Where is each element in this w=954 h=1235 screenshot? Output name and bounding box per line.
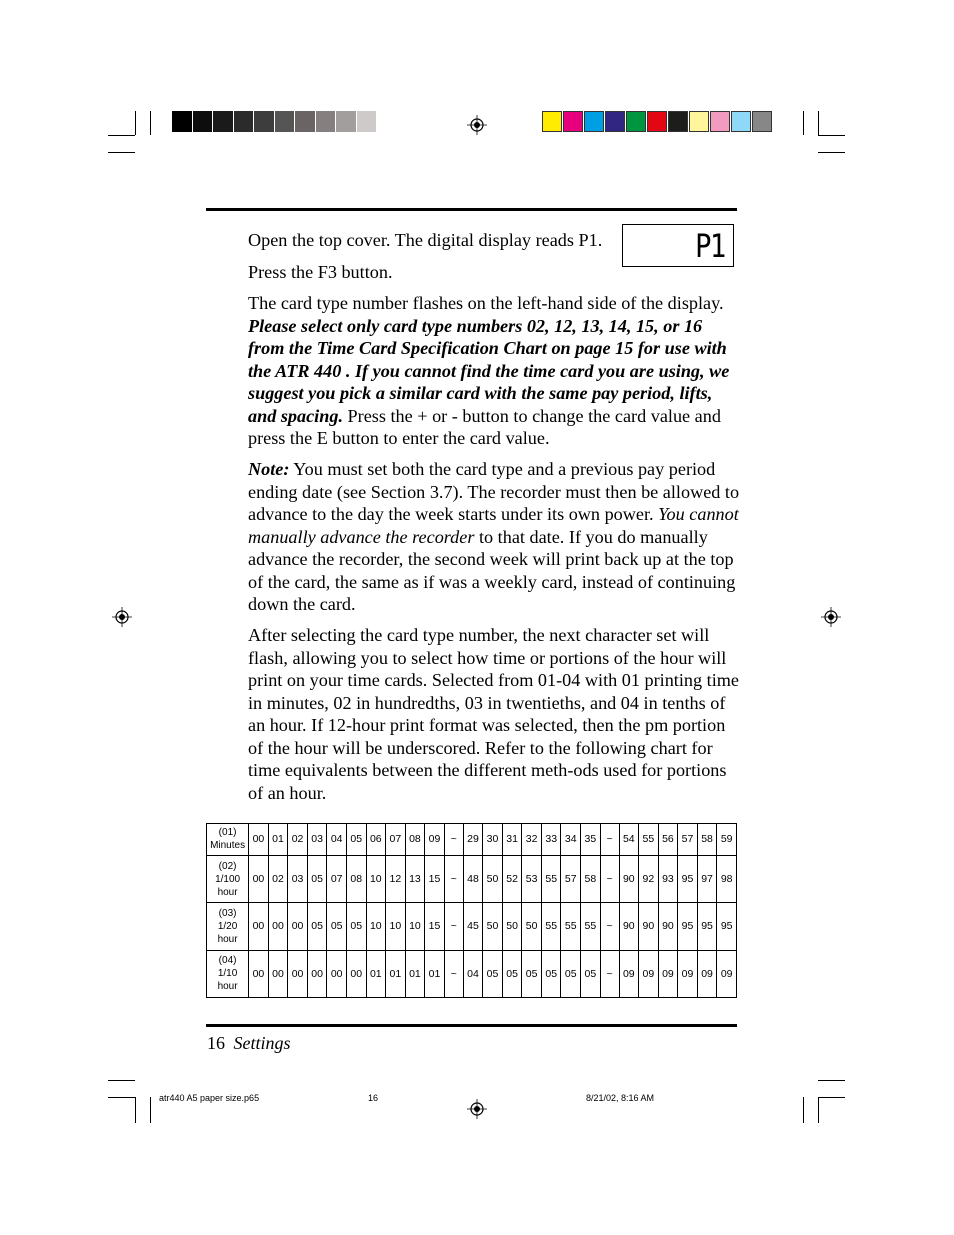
table-cell: 08 [405,824,425,856]
table-cell: 09 [697,950,717,997]
table-cell: 98 [717,855,737,902]
row-header [207,855,249,902]
row-header-line: 1/100 [215,873,241,885]
table-cell: 13 [405,855,425,902]
paragraph [248,458,740,616]
crop-mark [818,152,845,153]
table-cell: 00 [268,903,288,950]
table-cell: 04 [327,824,347,856]
crop-mark [803,111,804,135]
table-cell: 50 [483,855,503,902]
table-cell: 10 [366,903,386,950]
table-cell: 05 [502,950,522,997]
page-footer [207,1033,291,1054]
crop-mark [803,1097,804,1123]
crop-mark [818,1097,819,1123]
table-cell: 00 [249,903,269,950]
crop-mark [135,111,136,135]
color-swatch [357,111,378,132]
table-cell: 10 [405,903,425,950]
color-swatch [295,111,316,132]
table-cell: ~ [444,903,463,950]
paragraph-text: The card type number flashes on the left-hand side of the display. [248,293,724,313]
cmyk-color-bar [542,111,782,132]
table-cell: 05 [541,950,561,997]
table-row [207,855,737,902]
color-swatch [254,111,275,132]
table-cell: ~ [600,824,619,856]
color-swatch [626,111,646,132]
table-cell: 04 [463,950,483,997]
row-header-line: (04) [218,955,237,967]
table-cell: 95 [697,903,717,950]
table-cell: 10 [366,855,386,902]
paragraph-text: You must set both the card type and a previous pay period ending date (see Section 3.7). The recorder must then be allowed to advance to the day the week starts under its own power. [248,459,740,524]
table-cell: 57 [678,824,698,856]
table-cell: 58 [581,855,601,902]
crop-mark [108,1097,135,1098]
paragraph-text: to that date. If you do manually advance the recorder, the second week will print back up at the top of the card, the same as if was a weekly card, instead of continuing down the card. [248,526,736,614]
crop-mark [108,135,135,136]
table-cell: 50 [483,903,503,950]
table-cell: 00 [307,950,327,997]
table-cell: 07 [327,855,347,902]
table-cell: 09 [658,950,678,997]
row-header-line: hour [217,933,238,945]
row-header-line: (02) [218,860,237,872]
table-row [207,903,737,950]
display-readout: P1 [695,227,725,265]
paragraph-text: Open the top cover. The digital display reads P1. [248,230,603,250]
crop-mark [135,1097,136,1123]
table-cell: 90 [658,903,678,950]
color-swatch [731,111,751,132]
registration-mark-icon [821,607,841,627]
color-swatch [275,111,296,132]
table-cell: ~ [444,824,463,856]
table-cell: 02 [268,855,288,902]
crop-mark [150,111,151,135]
table-cell: 95 [678,855,698,902]
table-cell: 05 [581,950,601,997]
table-cell: 10 [386,903,406,950]
table-cell: 05 [346,824,366,856]
color-swatch [689,111,709,132]
table-cell: 09 [678,950,698,997]
table-cell: 58 [697,824,717,856]
time-equivalents-table [206,823,737,998]
table-cell: 45 [463,903,483,950]
table-cell: 06 [366,824,386,856]
table-cell: 00 [249,855,269,902]
row-header-line: hour [217,981,238,993]
slug-page: 16 [368,1093,379,1103]
table-cell: 09 [619,950,639,997]
page-number: 16 [207,1033,225,1053]
table-cell: 56 [658,824,678,856]
table-cell: 59 [717,824,737,856]
table-cell: 09 [425,824,445,856]
paragraph-text: After selecting the card type number, the next character set will flash, allowing you to select how time or portions of the hour will print on your time cards. Selected from 01-04 with 01 printing time in minutes, 02 in hundredths, 03 in twentieths, and 04 in tenths of an hour. If 12-hour print format was selected, then the pm portion of the hour will be underscored. Refer to the following chart for time equivalents between the different meth-ods used for portions of an hour. [248,625,739,803]
table-cell: 09 [639,950,659,997]
table-cell: 90 [619,855,639,902]
table-cell: ~ [600,855,619,902]
color-swatch [213,111,234,132]
table-cell: 08 [346,855,366,902]
table-cell: 31 [502,824,522,856]
table-cell: 55 [639,824,659,856]
table-cell: 15 [425,855,445,902]
top-rule [206,208,737,211]
table-cell: 93 [658,855,678,902]
color-swatch [668,111,688,132]
color-swatch [172,111,193,132]
italic-text: You cannot manually advance the recorder [248,504,739,547]
row-header [207,824,249,856]
registration-mark-icon [112,607,132,627]
table-cell: 50 [502,903,522,950]
table-cell: 00 [249,950,269,997]
table-cell: ~ [444,855,463,902]
row-header [207,903,249,950]
table-cell: 55 [541,855,561,902]
table-cell: 05 [483,950,503,997]
table-cell: 48 [463,855,483,902]
table-cell: 33 [541,824,561,856]
crop-mark [818,1080,845,1081]
table-cell: 97 [697,855,717,902]
table-cell: 05 [327,903,347,950]
slug-filename: atr440 A5 paper size.p65 [159,1093,260,1103]
table-cell: 95 [717,903,737,950]
row-header-line: hour [217,886,238,898]
bottom-rule [206,1024,737,1027]
paragraph-text: Press the + or - button to change the card value and press the E button to enter the card value. [248,405,721,448]
crop-mark [108,152,135,153]
table-cell: 01 [268,824,288,856]
table-cell: 05 [561,950,581,997]
table-cell: 35 [581,824,601,856]
row-header [207,950,249,997]
section-name: Settings [233,1033,291,1053]
table-cell: 00 [249,824,269,856]
color-swatch [647,111,667,132]
table-cell: 03 [288,855,308,902]
color-swatch [234,111,255,132]
table-row [207,824,737,856]
row-header-line: (01) [218,827,237,839]
table-cell: 01 [386,950,406,997]
color-swatch [563,111,583,132]
table-row [207,950,737,997]
slug-date: 8/21/02, 8:16 AM [586,1093,655,1103]
crop-mark [818,1097,845,1098]
table-cell: 29 [463,824,483,856]
table-cell: 00 [346,950,366,997]
crop-mark [150,1097,151,1123]
table-cell: 00 [327,950,347,997]
paragraph [248,261,740,284]
row-header-line: (03) [218,907,237,919]
table-cell: 00 [268,950,288,997]
registration-mark-icon [467,115,487,135]
table-cell: 55 [581,903,601,950]
table-cell: 54 [619,824,639,856]
table-cell: 50 [522,903,542,950]
table-cell: 53 [522,855,542,902]
table-cell: 05 [307,903,327,950]
table-cell: 34 [561,824,581,856]
table-cell: 90 [619,903,639,950]
table-cell: ~ [600,950,619,997]
table-cell: 55 [541,903,561,950]
table-cell: 57 [561,855,581,902]
table-cell: 12 [386,855,406,902]
table-cell: 05 [346,903,366,950]
crop-mark [818,111,819,135]
paragraph [248,292,743,450]
registration-mark-icon [467,1099,487,1119]
emphasis-text: Please select only card type numbers 02, 12, 13, 14, 15, or 16 from the Time Card Specification Chart on page 15 for use with the ATR 440 . If you cannot find the time card you are using, we suggest you pick a similar card with the same pay period, lifts, and spacing. [248,315,730,426]
table-cell: 52 [502,855,522,902]
table-cell: 92 [639,855,659,902]
table-cell: ~ [600,903,619,950]
table-cell: 30 [483,824,503,856]
color-swatch [542,111,562,132]
paragraph [248,624,740,804]
table-cell: 01 [366,950,386,997]
table-cell: 90 [639,903,659,950]
table-cell: 05 [307,855,327,902]
table-cell: 00 [288,950,308,997]
color-swatch [336,111,357,132]
table-cell: 09 [717,950,737,997]
table-cell: 32 [522,824,542,856]
color-swatch [377,111,398,132]
row-header-line: 1/10 [217,968,238,980]
color-swatch [752,111,772,132]
table-cell: 95 [678,903,698,950]
color-swatch [193,111,214,132]
color-swatch [584,111,604,132]
table-cell: 01 [425,950,445,997]
table-cell: 55 [561,903,581,950]
table-cell: ~ [444,950,463,997]
crop-mark [108,1080,135,1081]
color-swatch [605,111,625,132]
row-header-line: 1/20 [217,920,238,932]
table-cell: 07 [386,824,406,856]
table-cell: 03 [307,824,327,856]
table-cell: 01 [405,950,425,997]
crop-mark [818,135,845,136]
table-cell: 00 [288,903,308,950]
color-swatch [316,111,337,132]
grayscale-color-bar [172,111,410,132]
paragraph-text: Press the F3 button. [248,262,393,282]
row-header-line: Minutes [210,840,246,852]
paragraph [248,229,618,252]
table-cell: 05 [522,950,542,997]
color-swatch [710,111,730,132]
table-cell: 02 [288,824,308,856]
table-cell: 15 [425,903,445,950]
note-label: Note: [248,459,290,479]
